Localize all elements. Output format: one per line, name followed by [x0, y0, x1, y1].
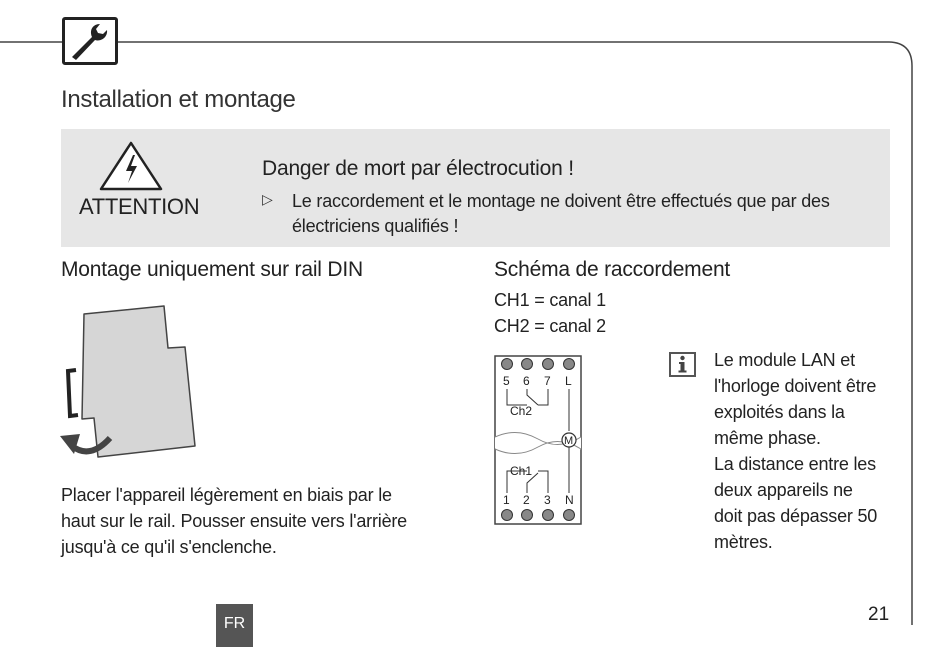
info-line: exploités dans la: [714, 402, 845, 422]
info-line: même phase.: [714, 428, 821, 448]
section-title: Installation et montage: [61, 86, 296, 113]
language-tab: FR: [216, 604, 253, 647]
danger-title: Danger de mort par électrocution !: [262, 157, 574, 180]
mounting-line: jusqu'à ce qu'il s'enclenche.: [61, 537, 277, 557]
terminal-label: 1: [503, 493, 510, 507]
mounting-title: Montage uniquement sur rail DIN: [61, 258, 363, 281]
channel-item: CH2 = canal 2: [494, 316, 606, 336]
terminal-label: 6: [523, 374, 530, 388]
info-line: deux appareils ne: [714, 480, 853, 500]
terminal-label: 5: [503, 374, 510, 388]
wiring-title: Schéma de raccordement: [494, 258, 731, 281]
ch2-label: Ch2: [510, 404, 533, 418]
info-icon: [669, 352, 696, 377]
terminal-label: 2: [523, 493, 530, 507]
terminal-label: N: [565, 493, 574, 507]
mounting-line: haut sur le rail. Pousser ensuite vers l'arrière: [61, 511, 407, 531]
mounting-instructions: [61, 482, 407, 560]
channel-item: CH1 = canal 1: [494, 290, 606, 310]
info-line: Le module LAN et: [714, 350, 855, 370]
wiring-diagram: [492, 353, 584, 528]
terminal-label: 3: [544, 493, 551, 507]
wrench-icon: [62, 17, 118, 65]
din-rail-illustration: [52, 300, 212, 465]
info-line: La distance entre les: [714, 454, 876, 474]
page-number: 21: [868, 604, 890, 625]
info-note: [714, 347, 877, 555]
warning-bullet-text: Le raccordement et le montage ne doivent être effectués que par des électriciens qualifiés !: [292, 191, 830, 236]
ch1-label: Ch1: [510, 464, 533, 478]
info-line: mètres.: [714, 532, 773, 552]
mounting-line: Placer l'appareil légèrement en biais par le: [61, 485, 392, 505]
info-line: doit pas dépasser 50: [714, 506, 878, 526]
terminal-label: 7: [544, 374, 551, 388]
info-line: l'horloge doivent être: [714, 376, 877, 396]
channel-list: [494, 287, 606, 339]
terminal-label: L: [565, 374, 572, 388]
bullet-marker: ▷: [262, 191, 273, 207]
attention-label: ATTENTION: [79, 194, 200, 219]
high-voltage-icon: [99, 140, 163, 192]
motor-label: M: [564, 435, 574, 447]
